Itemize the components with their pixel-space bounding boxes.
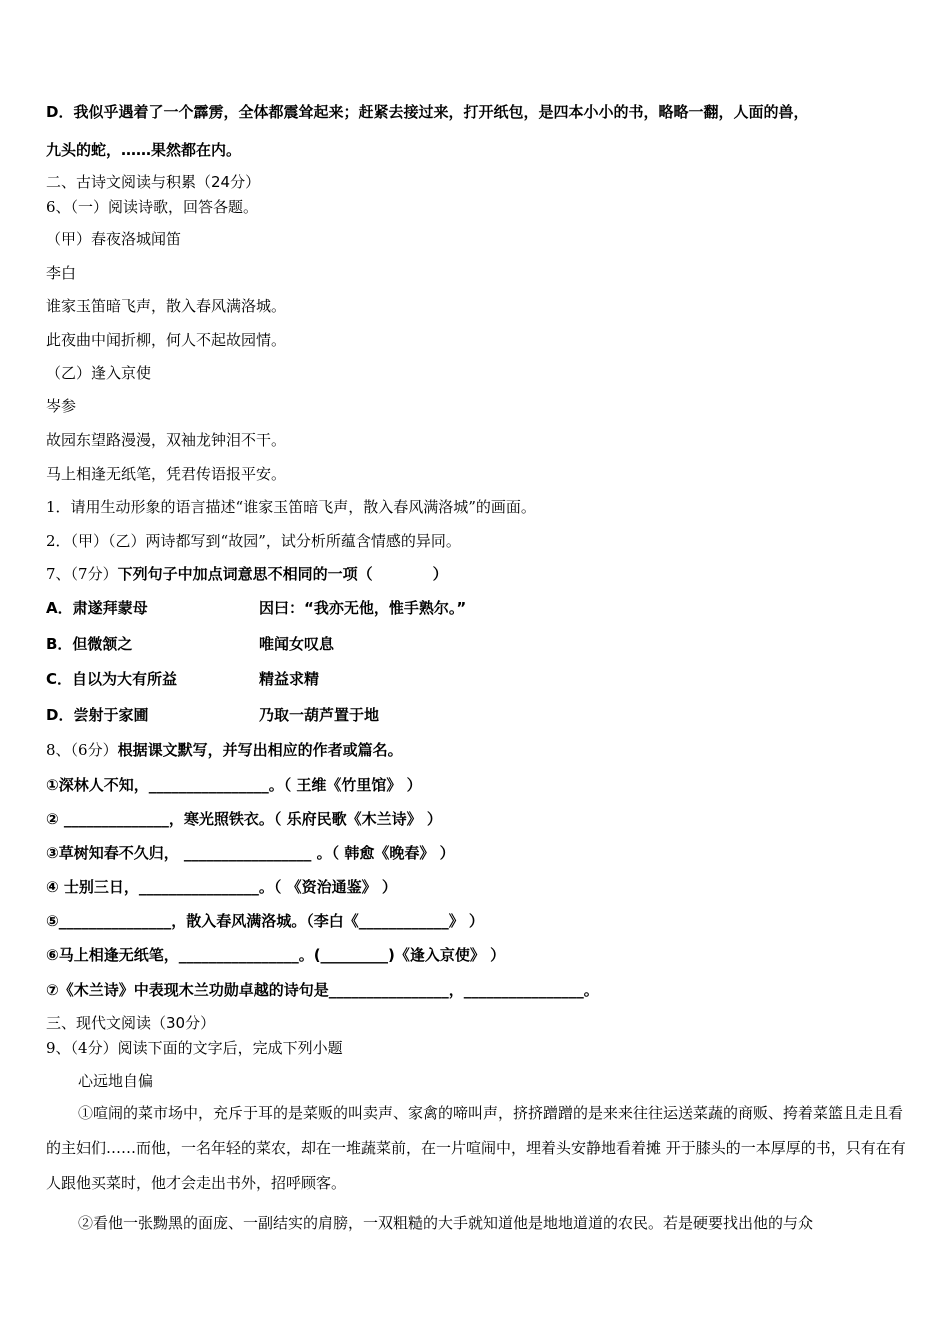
q7-option-b-left: B．但微颔之	[46, 635, 133, 653]
q8-heading	[46, 740, 403, 760]
q7-option-a-left: A．肃遂拜蒙母	[46, 599, 148, 617]
poem-1-line-2: 此夜曲中闻折柳，何人不起故园情。	[46, 331, 287, 349]
q5-option-d-line2: 九头的蛇，……果然都在内。	[46, 141, 242, 159]
q7-option-d-left: D．尝射于家圃	[46, 706, 149, 724]
section-3-title: 三、现代文阅读（30分）	[46, 1014, 216, 1032]
q8-item-5: ⑤_______________，散入春风满洛城。（李白《____________》 ）	[46, 912, 484, 930]
q7-option-b-right: 唯闻女叹息	[259, 635, 335, 653]
poem-1-line-1: 谁家玉笛暗飞声，散入春风满洛城。	[46, 297, 287, 315]
q8-item-2: ② ______________，寒光照铁衣。（ 乐府民歌《木兰诗》 ）	[46, 810, 442, 828]
article-title: 心远地自偏	[78, 1072, 154, 1090]
q7-prefix: 7、（7分）	[46, 565, 118, 583]
article-paragraph-1: ①喧闹的菜市场中，充斥于耳的是菜贩的叫卖声、家禽的啼叫声，挤挤蹭蹭的是来来往往运送菜蔬的商贩、挎着菜篮且走且看的主妇们……而他，一名年轻的菜农，却在一堆蔬菜前，在一片喧闹中，埋着头安静地看着摊 开于膝头的一本厚厚的书，只有在有人跟他买菜时，他才会走出书外，招呼顾客。	[46, 1104, 906, 1192]
q8-item-3: ③草树知春不久归， _________________ 。（ 韩愈《晚春》 ）	[46, 844, 455, 862]
q6-sub-question-1: 1．请用生动形象的语言描述“谁家玉笛暗飞声，散入春风满洛城”的画面。	[46, 498, 536, 516]
poem-1-author: 李白	[46, 264, 77, 282]
q6-heading: 6、（一）阅读诗歌，回答各题。	[46, 198, 259, 216]
poem-1-title: （甲）春夜洛城闻笛	[46, 230, 182, 248]
q8-item-4: ④ 士别三日，________________。（ 《资治通鉴》 ）	[46, 878, 397, 896]
q7-heading	[46, 564, 448, 584]
q8-item-6: ⑥马上相逢无纸笔，________________。(_________)《逢入京使》 ）	[46, 946, 506, 964]
poem-2-author: 岑参	[46, 397, 77, 415]
section-2-title: 二、古诗文阅读与积累（24分）	[46, 173, 261, 191]
q6-sub-question-2: 2．（甲）（乙）两诗都写到“故园”，试分析所蕴含情感的异同。	[46, 532, 461, 550]
q8-prefix: 8、（6分）	[46, 741, 118, 759]
q9-heading: 9、（4分）阅读下面的文字后，完成下列小题	[46, 1039, 343, 1057]
poem-2-line-1: 故园东望路漫漫，双袖龙钟泪不干。	[46, 431, 287, 449]
q8-item-1: ①深林人不知，________________。（ 王维《竹里馆》 ）	[46, 776, 422, 794]
q5-option-d-line1: D．我似乎遇着了一个霹雳，全体都震耸起来；赶紧去接过来，打开纸包，是四本小小的书，略略一翻，人面的兽，	[46, 103, 809, 121]
article-paragraph-2: ②看他一张黝黑的面庞、一副结实的肩膀，一双粗糙的大手就知道他是地地道道的农民。若是硬要找出他的与众	[78, 1214, 814, 1232]
q8-item-7: ⑦《木兰诗》中表现木兰功勋卓越的诗句是________________，________________。	[46, 981, 599, 999]
q7-option-c-left: C．自以为大有所益	[46, 670, 178, 688]
q8-stem: 根据课文默写，并写出相应的作者或篇名。	[117, 741, 403, 759]
q7-option-d-right: 乃取一葫芦置于地	[259, 706, 380, 724]
q7-option-a-right: 因曰：“我亦无他，惟手熟尔。”	[259, 599, 467, 617]
poem-2-line-2: 马上相逢无纸笔，凭君传语报平安。	[46, 465, 287, 483]
q7-option-c-right: 精益求精	[259, 670, 320, 688]
q7-stem: 下列句子中加点词意思不相同的一项（ ）	[117, 565, 448, 583]
poem-2-title: （乙）逢入京使	[46, 364, 152, 382]
